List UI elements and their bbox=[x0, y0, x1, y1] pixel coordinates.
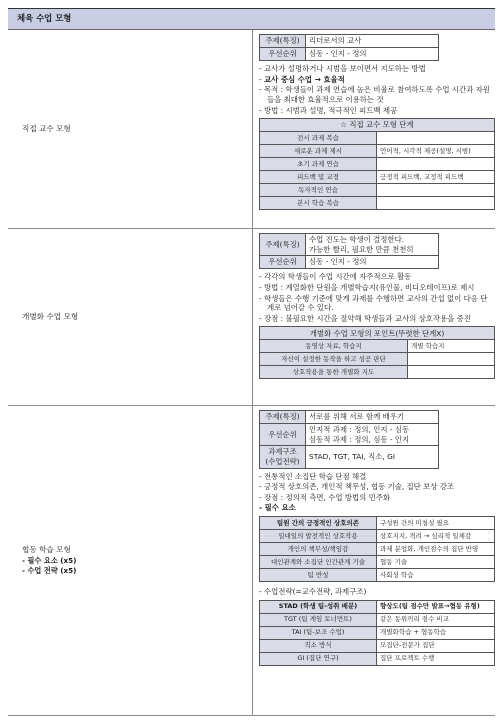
section-coop bbox=[8, 406, 495, 716]
info-key-line: 과제구조 bbox=[268, 447, 297, 457]
list-item: - 목적 : 학생들이 과제 연습에 높은 비율로 참여하도록 수업 시간과 자원들을 최대한 효율적으로 이용하는 것 bbox=[259, 85, 490, 104]
step-name: 새로운 과제 제시 bbox=[260, 145, 377, 158]
point-note bbox=[408, 353, 495, 366]
section-label bbox=[8, 406, 253, 715]
list-item: - 장점 : 정의적 측면, 수업 방법의 민주화 bbox=[259, 493, 490, 503]
info-key: 우선순위 bbox=[260, 48, 306, 61]
point-name: 상호작용을 통한 개별화 지도 bbox=[260, 366, 408, 379]
info-key: 주제(특징) bbox=[260, 411, 306, 424]
table-row bbox=[260, 35, 439, 48]
step-note: 긍정적 피드백, 교정적 피드백 bbox=[377, 171, 495, 184]
points-title: 개별화 수업 모형의 포인트(뚜렷한 단계X) bbox=[260, 327, 495, 340]
table-row bbox=[260, 424, 439, 446]
table-row bbox=[260, 517, 495, 530]
section-individual bbox=[8, 229, 495, 406]
strategy-name: STAD (학생 팀-성취 배분) bbox=[260, 600, 377, 613]
table-row bbox=[260, 171, 495, 184]
section-direct bbox=[8, 30, 495, 229]
table-row bbox=[260, 530, 495, 543]
list-item: - 수업전략(=교수전략, 과제구조) bbox=[259, 587, 490, 597]
strategy-name: GI (집단 연구) bbox=[260, 652, 377, 665]
element-note: 사회성 학습 bbox=[377, 569, 495, 582]
table-row bbox=[260, 353, 495, 366]
step-name: 전시 과제 복습 bbox=[260, 132, 377, 145]
list-item: - 전통적인 소집단 학습 단점 해결 bbox=[259, 472, 490, 482]
info-line: 수업 진도는 학생이 결정한다. bbox=[309, 235, 405, 244]
info-value bbox=[306, 234, 439, 256]
info-table bbox=[259, 233, 439, 269]
info-key bbox=[260, 446, 306, 468]
list-item: - 장점 : 불필요한 시간을 절약해 학생들과 교사의 상호작용을 증진 bbox=[259, 314, 490, 324]
section-label bbox=[8, 30, 253, 228]
info-value: 리더로서의 교사 bbox=[306, 35, 439, 48]
step-note bbox=[377, 158, 495, 171]
table-row bbox=[260, 256, 439, 269]
element-note: 과제 분업화, 개인점수의 집단 반영 bbox=[377, 543, 495, 556]
step-name: 본시 학습 복습 bbox=[260, 197, 377, 210]
table-row bbox=[260, 446, 439, 468]
table-row bbox=[260, 48, 439, 61]
strategy-note: 개별화학습 + 협동학습 bbox=[377, 626, 495, 639]
step-name: 독자적인 연습 bbox=[260, 184, 377, 197]
table-row bbox=[260, 132, 495, 145]
step-note: 언어적, 시각적 제공(설명, 시범) bbox=[377, 145, 495, 158]
section-content bbox=[253, 30, 495, 228]
list-item: - 방법 : 계열화한 단원을 개별학습지(유인물, 비디오테이프)로 제시 bbox=[259, 283, 490, 293]
info-value: 심동 - 인지 - 정의 bbox=[306, 48, 439, 61]
section-label bbox=[8, 229, 253, 405]
info-key: 주제(특징) bbox=[260, 234, 306, 256]
table-row bbox=[260, 158, 495, 171]
table-row bbox=[260, 600, 495, 613]
model-name: 개별화 수업 모형 bbox=[22, 312, 79, 322]
element-note: 상호지지, 격려 → 심리적 일체감 bbox=[377, 530, 495, 543]
element-name: 개인의 책무성/책임감 bbox=[260, 543, 377, 556]
strategy-note: 모집단-전문가 집단 bbox=[377, 639, 495, 652]
table-row bbox=[260, 569, 495, 582]
element-name: 팀원 간의 긍정적인 상호의존 bbox=[260, 517, 377, 530]
info-line: 인지적 과제 : 정의, 인지 - 심동 bbox=[309, 425, 410, 434]
info-value: 서로를 위해 서로 함께 배우기 bbox=[306, 411, 439, 424]
list-item: - 각각의 학생들이 수업 시간에 자주적으로 활동 bbox=[259, 272, 490, 282]
info-value: STAD, TGT, TAI, 직소, GI bbox=[306, 446, 439, 468]
element-name: 팀 반성 bbox=[260, 569, 377, 582]
point-name: 자신이 설정한 동작을 하고 성공 판단 bbox=[260, 353, 408, 366]
strategies-table bbox=[259, 600, 495, 666]
model-name: 협동 학습 모형 bbox=[22, 545, 71, 555]
info-key-line: (수업전략) bbox=[265, 456, 300, 466]
info-value: 심동 - 인지 - 정의 bbox=[306, 256, 439, 269]
bullet-list bbox=[259, 472, 490, 514]
list-item: - 방법 : 시범과 설명, 적극적인 피드백 제공 bbox=[259, 106, 490, 116]
point-note: 개별 학습지 bbox=[408, 340, 495, 353]
table-row bbox=[260, 639, 495, 652]
point-name: 동영상 자료, 학습지 bbox=[260, 340, 408, 353]
info-key: 주제(특징) bbox=[260, 35, 306, 48]
info-line: 심동적 과제 : 정의, 심동 - 인지 bbox=[309, 434, 410, 444]
element-name: 대인관계와 소집단 인간관계 기술 bbox=[260, 556, 377, 569]
table-row bbox=[260, 652, 495, 665]
table-row bbox=[260, 626, 495, 639]
strategy-note: 집단 프로젝트 수행 bbox=[377, 652, 495, 665]
list-item: - 학생들은 수행 기준에 맞게 과제를 수행하면 교사의 간섭 없이 다음 단계로 넘어갈 수 있다. bbox=[259, 294, 490, 313]
table-row bbox=[260, 340, 495, 353]
strategy-note: 같은 동위끼리 점수 비교 bbox=[377, 613, 495, 626]
bullet-list bbox=[259, 272, 490, 323]
strategy-name: 직소 방식 bbox=[260, 639, 377, 652]
table-row bbox=[260, 411, 439, 424]
table-row bbox=[260, 197, 495, 210]
info-value bbox=[306, 424, 439, 446]
steps-table bbox=[259, 118, 495, 210]
bullet-text: 교사 중심 수업 → 효율적 bbox=[264, 74, 345, 84]
elements-table bbox=[259, 516, 495, 582]
bullet-list bbox=[259, 587, 490, 597]
element-note: 협동 기술 bbox=[377, 556, 495, 569]
table-row bbox=[260, 145, 495, 158]
table-row bbox=[260, 613, 495, 626]
step-note bbox=[377, 184, 495, 197]
table-row bbox=[260, 366, 495, 379]
section-content bbox=[253, 406, 495, 715]
table-row bbox=[260, 556, 495, 569]
element-note: 구성원 간의 미칭성 필요 bbox=[377, 517, 495, 530]
list-item: - 필수 요소 bbox=[259, 503, 490, 513]
step-name: 초기 과제 연습 bbox=[260, 158, 377, 171]
element-name: 일대일의 발전적인 상호작용 bbox=[260, 530, 377, 543]
page-title: 체육 수업 모형 bbox=[8, 8, 495, 30]
info-key: 우선순위 bbox=[260, 256, 306, 269]
strategy-note: 향상도(팀 점수만 발표→협동 유형) bbox=[377, 600, 495, 613]
list-item: - 긍정적 상호의존, 개인적 책무성, 협동 기술, 집단 보상 강조 bbox=[259, 482, 490, 492]
table-row bbox=[260, 234, 439, 256]
sub-label: - 수업 전략 (x5) bbox=[22, 566, 77, 576]
info-table bbox=[259, 410, 439, 469]
table-row bbox=[260, 543, 495, 556]
list-item: - 교사가 설명하거나 시범을 보이면서 지도하는 방법 bbox=[259, 64, 490, 74]
step-note bbox=[377, 197, 495, 210]
model-name: 직접 교수 모형 bbox=[22, 124, 71, 134]
points-table bbox=[259, 326, 495, 379]
steps-title: ☆ 직접 교수 모형 단계 bbox=[260, 119, 495, 132]
section-content bbox=[253, 229, 495, 405]
strategy-name: TGT (팀 게임 토너먼트) bbox=[260, 613, 377, 626]
table-row bbox=[260, 184, 495, 197]
strategy-name: TAI (팀-보조 수업) bbox=[260, 626, 377, 639]
bullet-list bbox=[259, 64, 490, 115]
step-name: 피드백 및 교정 bbox=[260, 171, 377, 184]
info-line: 가능한 빨리, 필요한 만큼 천천히 bbox=[309, 244, 414, 254]
sub-label: - 필수 요소 (x5) bbox=[22, 556, 77, 566]
step-note bbox=[377, 132, 495, 145]
point-note bbox=[408, 366, 495, 379]
list-item bbox=[259, 75, 490, 85]
info-table bbox=[259, 34, 439, 61]
info-key: 우선순위 bbox=[260, 424, 306, 446]
